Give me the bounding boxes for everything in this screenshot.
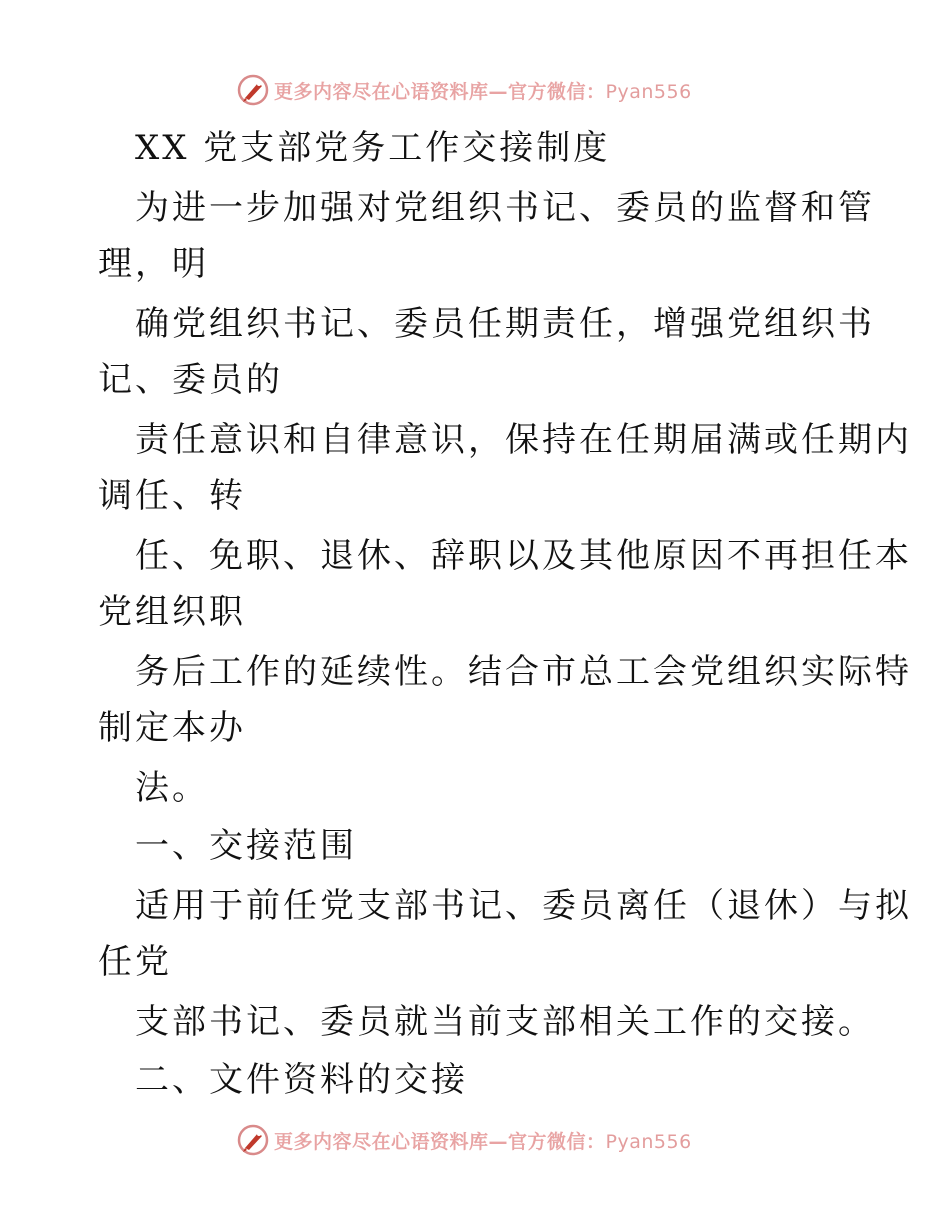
paragraph-line: 记、委员的: [98, 360, 283, 400]
paragraph-line: 理，明: [98, 244, 209, 284]
watermark-text: 更多内容尽在心语资料库—官方微信：Pyan556: [274, 1130, 692, 1153]
watermark-text: 更多内容尽在心语资料库—官方微信：Pyan556: [274, 80, 692, 103]
paragraph-line: 制定本办: [98, 708, 246, 748]
paragraph-line: 务后工作的延续性。结合市总工会党组织实际特: [135, 652, 912, 692]
paragraph-line: 党组织职: [98, 592, 246, 632]
paragraph-line: 为进一步加强对党组织书记、委员的监督和管: [135, 188, 875, 228]
paragraph-line: 法。: [135, 768, 209, 808]
document-title: XX 党支部党务工作交接制度: [135, 128, 611, 168]
pen-logo-icon: [236, 1123, 270, 1157]
footer-watermark: [236, 1122, 692, 1158]
paragraph-line: 任、免职、退休、辞职以及其他原因不再担任本: [135, 536, 912, 576]
paragraph-line: 任党: [98, 942, 172, 982]
paragraph-line: 责任意识和自律意识，保持在任期届满或任期内: [135, 420, 912, 460]
section-heading: 一、交接范围: [135, 826, 357, 866]
paragraph-line: 适用于前任党支部书记、委员离任（退休）与拟: [135, 886, 912, 926]
section-heading: 二、文件资料的交接: [135, 1060, 468, 1100]
paragraph-line: 支部书记、委员就当前支部相关工作的交接。: [135, 1002, 875, 1042]
paragraph-line: 确党组织书记、委员任期责任，增强党组织书: [135, 304, 875, 344]
paragraph-line: 调任、转: [98, 476, 246, 516]
